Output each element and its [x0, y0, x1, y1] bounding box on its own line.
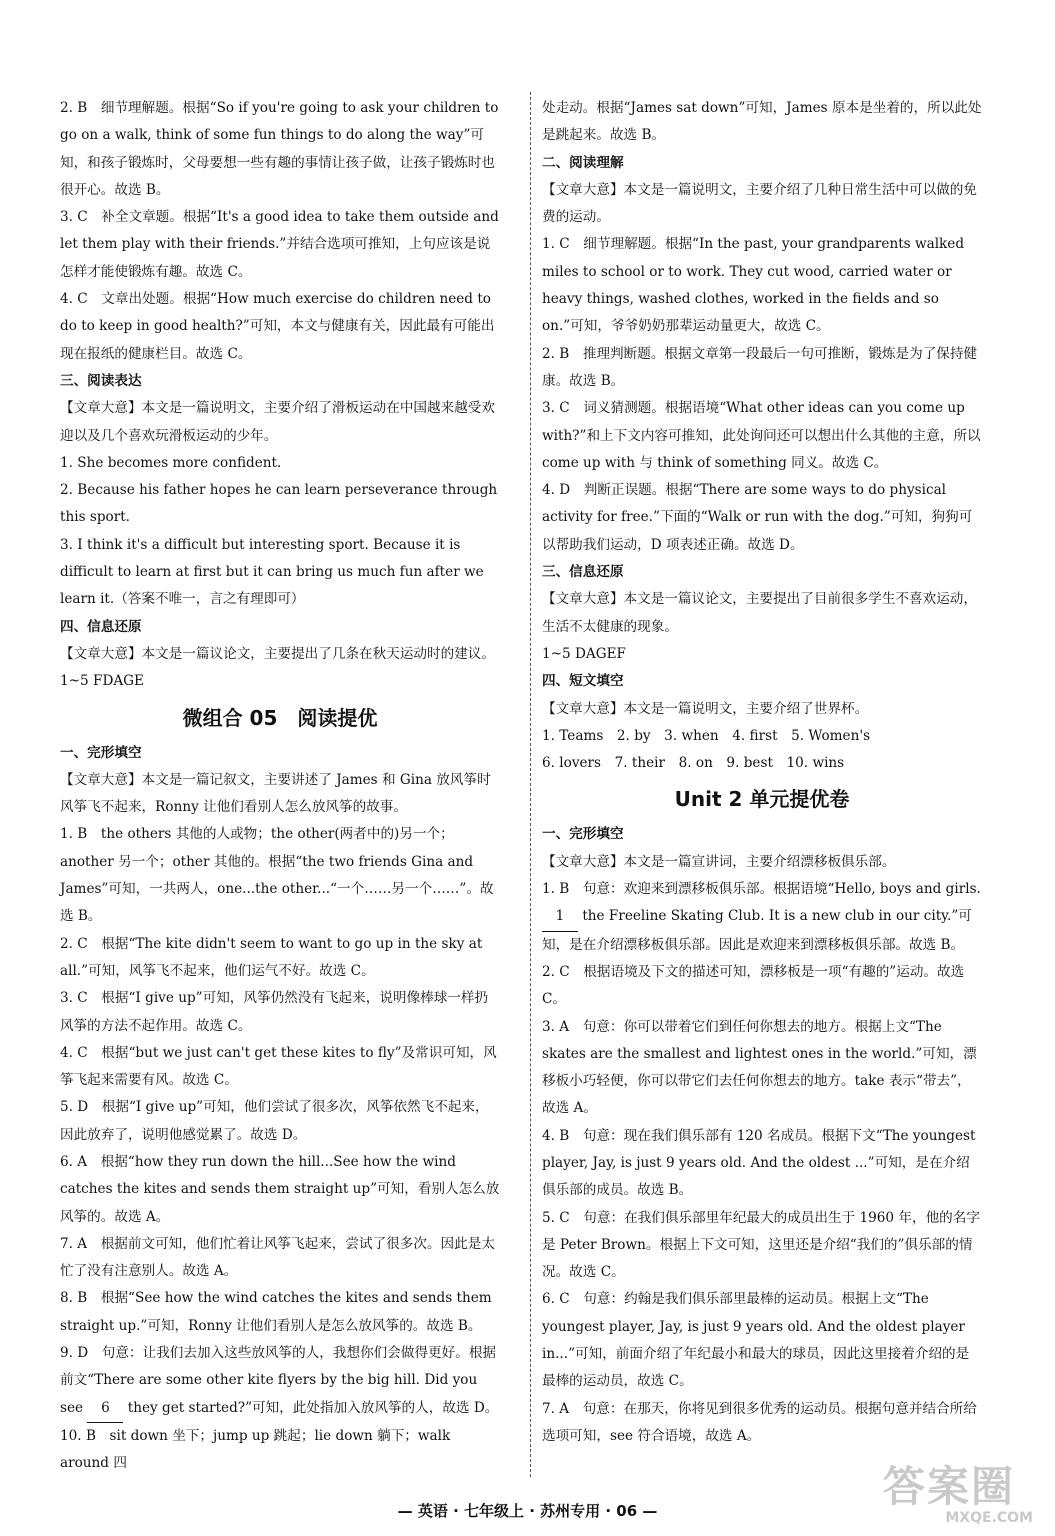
answer-item: 1. B the others 其他的人或物；the other(两者中的)另一个；another 另一个；other 其他的。根据“the two friends Gina and James”可知，一共两人，one...the other...“一个……另一个……”。故选 B。 — [60, 826, 494, 925]
column-divider — [530, 92, 531, 1477]
answer-item: 2. B 细节理解题。根据“So if you're going to ask your children to go on a walk, think of some fun things to do along the way”可知，和孩子锻炼时，父母要想一些有趣的事情让孩子做，让孩子锻炼时也很开心。故选 B。 — [60, 100, 499, 198]
answer-item: 4. C 根据“but we just can't get these kites to fly”及常识可知，风筝飞起来需要有风。故选 C。 — [60, 1044, 497, 1089]
answer-item: 7. A 根据前文可知，他们忙着让风筝飞起来，尝试了很多次。因此是太忙了没有注意别人。故选 A。 — [60, 1235, 495, 1280]
watermark-url: MXQE.COM — [945, 1510, 1033, 1526]
blank-number: 1 — [542, 903, 578, 931]
answer-item: 【文章大意】本文是一篇记叙文，主要讲述了 James 和 Gina 放风筝时风筝飞不起来，Ronny 让他们看别人怎么放风筝的故事。 — [60, 771, 491, 816]
answer-item: 【文章大意】本文是一篇议论文，主要提出了几条在秋天运动时的建议。 — [60, 645, 495, 662]
answer-item: 1. She becomes more confident. — [60, 454, 282, 471]
left-column — [60, 95, 500, 1478]
blank-number: 6 — [87, 1395, 123, 1423]
section-heading: 四、信息还原 — [60, 618, 142, 635]
answer-text: they get started?”可知，此处指加入放风筝的人，故选 D。 — [127, 1399, 499, 1416]
watermark-text: 答案圈 — [883, 1462, 1016, 1511]
answer-item: 【文章大意】本文是一篇说明文，主要介绍了世界杯。 — [542, 700, 869, 717]
answer-item: 1. C 细节理解题。根据“In the past, your grandparents walked miles to school or to work. They cut wood, carried water or heavy things, washed clothes, worked in the fields and so on.”可知，爷爷奶奶那辈运动量更大，故选 C。 — [542, 236, 965, 335]
answer-item: 【文章大意】本文是一篇说明文，主要介绍了滑板运动在中国越来越受欢迎以及几个喜欢玩滑板运动的少年。 — [60, 400, 495, 444]
answer-item: 1~5 FDAGE — [60, 673, 144, 690]
answer-item: 3. C 补全文章题。根据“It's a good idea to take them outside and let them play with their friends.”并结合选项可推知，上句应该是说怎样才能使锻炼有趣。故选 C。 — [60, 209, 499, 280]
section-heading: 一、完形填空 — [542, 826, 624, 843]
page-footer: — 英语 · 七年级上 · 苏州专用 · 06 — — [397, 1502, 658, 1520]
answer-item: 5. C 句意：在我们俱乐部里年纪最大的成员出生于 1960 年，他的名字是 Peter Brown。根据上下文可知，这里还是介绍“我们的”俱乐部的情况。故选 C。 — [542, 1209, 980, 1281]
answer-item: 10. B sit down 坐下；jump up 跳起；lie down 躺下；walk around 四 — [60, 1427, 451, 1472]
answer-text: 1. B 句意：欢迎来到漂移板俱乐部。根据语境“Hello, boys and girls. — [542, 881, 981, 898]
answer-item: 处走动。根据“James sat down”可知，James 原本是坐着的，所以此处是跳起来。故选 B。 — [542, 100, 982, 144]
answer-item: 8. B 根据“See how the wind catches the kites and sends them straight up.”可知，Ronny 让他们看别人是怎么放风筝的。故选 B。 — [60, 1290, 492, 1334]
answer-item: 2. Because his father hopes he can learn perseverance through this sport. — [60, 482, 498, 526]
answer-item: 5. D 根据“I give up”可知，他们尝试了很多次，风筝依然飞不起来，因此放弃了，说明他感觉累了。故选 D。 — [60, 1099, 489, 1143]
answer-item: 2. C 根据“The kite didn't seem to want to go up in the sky at all.”可知，风筝飞不起来，他们运气不好。故选 C。 — [60, 935, 483, 979]
answer-item: 【文章大意】本文是一篇说明文，主要介绍了几种日常生活中可以做的免费的运动。 — [542, 181, 977, 226]
answer-item: 6. A 根据“how they run down the hill...See how the wind catches the kites and sends them straight up”可知，看别人怎么放风筝的。故选 A。 — [60, 1153, 500, 1225]
answer-item: 6. lovers 7. their 8. on 9. best 10. wins — [542, 755, 845, 772]
answer-item: 3. A 句意：你可以带着它们到任何你想去的地方。根据上文“The skates are the smallest and lightest ones in the world.”可知，漂移板小巧轻便，你可以带它们去任何你想去的地方。take 表示“带去”，故选 A。 — [542, 1018, 977, 1117]
answer-item: 3. C 词义猜测题。根据语境“What other ideas can you come up with?”和上下文内容可推知，此处询问还可以想出什么其他的主意，所以 come up with 与 think of something 同义。故选 C。 — [542, 400, 981, 471]
right-column — [542, 95, 982, 1450]
answer-item — [60, 1340, 500, 1423]
unit-title: 微组合 05 阅读提优 — [182, 705, 378, 730]
answer-item: 4. D 判断正误题。根据“There are some ways to do physical activity for free.”下面的“Walk or run with the dog.”可知，狗狗可以帮助我们运动，D 项表述正确。故选 D。 — [542, 482, 973, 553]
unit-title: Unit 2 单元提优卷 — [674, 787, 850, 812]
section-heading: 四、短文填空 — [542, 673, 624, 690]
answer-text: the Freeline Skating Club. It is a new club in our city.”可知，是在介绍漂移板俱乐部。因此是欢迎来到漂移板俱乐部。故选 B。 — [542, 908, 972, 953]
answer-item: 3. C 根据“I give up”可知，风筝仍然没有飞起来，说明像棒球一样扔风筝的方法不起作用。故选 C。 — [60, 990, 489, 1034]
section-heading: 三、阅读表达 — [60, 372, 142, 389]
answer-item — [542, 876, 982, 959]
answer-text: 9. D 句意：让我们去加入这些放风筝的人，我想你们会做得更好。根据前文“There are some other kite flyers by the big hill. Did you see — [60, 1345, 496, 1416]
section-heading: 一、完形填空 — [60, 744, 142, 761]
answer-item: 【文章大意】本文是一篇议论文，主要提出了目前很多学生不喜欢运动，生活不太健康的现象。 — [542, 591, 977, 635]
answer-item: 7. A 句意：在那天，你将见到很多优秀的运动员。根据句意并结合所给选项可知，see 符合语境，故选 A。 — [542, 1400, 977, 1444]
answer-item: 6. C 句意：约翰是我们俱乐部里最棒的运动员。根据上文“The youngest player, Jay, is just 9 years old. And the oldest player in...”可知，前面介绍了年纪最小和最大的球员，因此这里接着介绍的是最棒的运动员，故选 C。 — [542, 1291, 970, 1390]
section-heading: 二、阅读理解 — [542, 154, 624, 171]
answer-item: 3. I think it's a difficult but interesting sport. Because it is difficult to learn at first but it can bring us much fun after we learn it.（答案不唯一，言之有理即可） — [60, 536, 484, 608]
answer-item: 4. C 文章出处题。根据“How much exercise do children need to do to keep in good health?”可知，本文与健康有关，因此最有可能出现在报纸的健康栏目。故选 C。 — [60, 291, 495, 362]
answer-item: 1~5 DAGEF — [542, 645, 626, 662]
section-heading: 三、信息还原 — [542, 564, 624, 581]
answer-item: 2. B 推理判断题。根据文章第一段最后一句可推断，锻炼是为了保持健康。故选 B。 — [542, 345, 978, 389]
answer-item: 2. C 根据语境及下文的描述可知，漂移板是一项“有趣的”运动。故选 C。 — [542, 963, 965, 1008]
answer-item: 1. Teams 2. by 3. when 4. first 5. Women's — [542, 727, 871, 744]
answer-item: 4. B 句意：现在我们俱乐部有 120 名成员。根据下文“The youngest player, Jay, is just 9 years old. And the oldest ...”可知，是在介绍俱乐部的成员。故选 B。 — [542, 1127, 976, 1199]
watermark-logo — [883, 1454, 1033, 1532]
answer-item: 【文章大意】本文是一篇宣讲词，主要介绍漂移板俱乐部。 — [542, 853, 896, 870]
